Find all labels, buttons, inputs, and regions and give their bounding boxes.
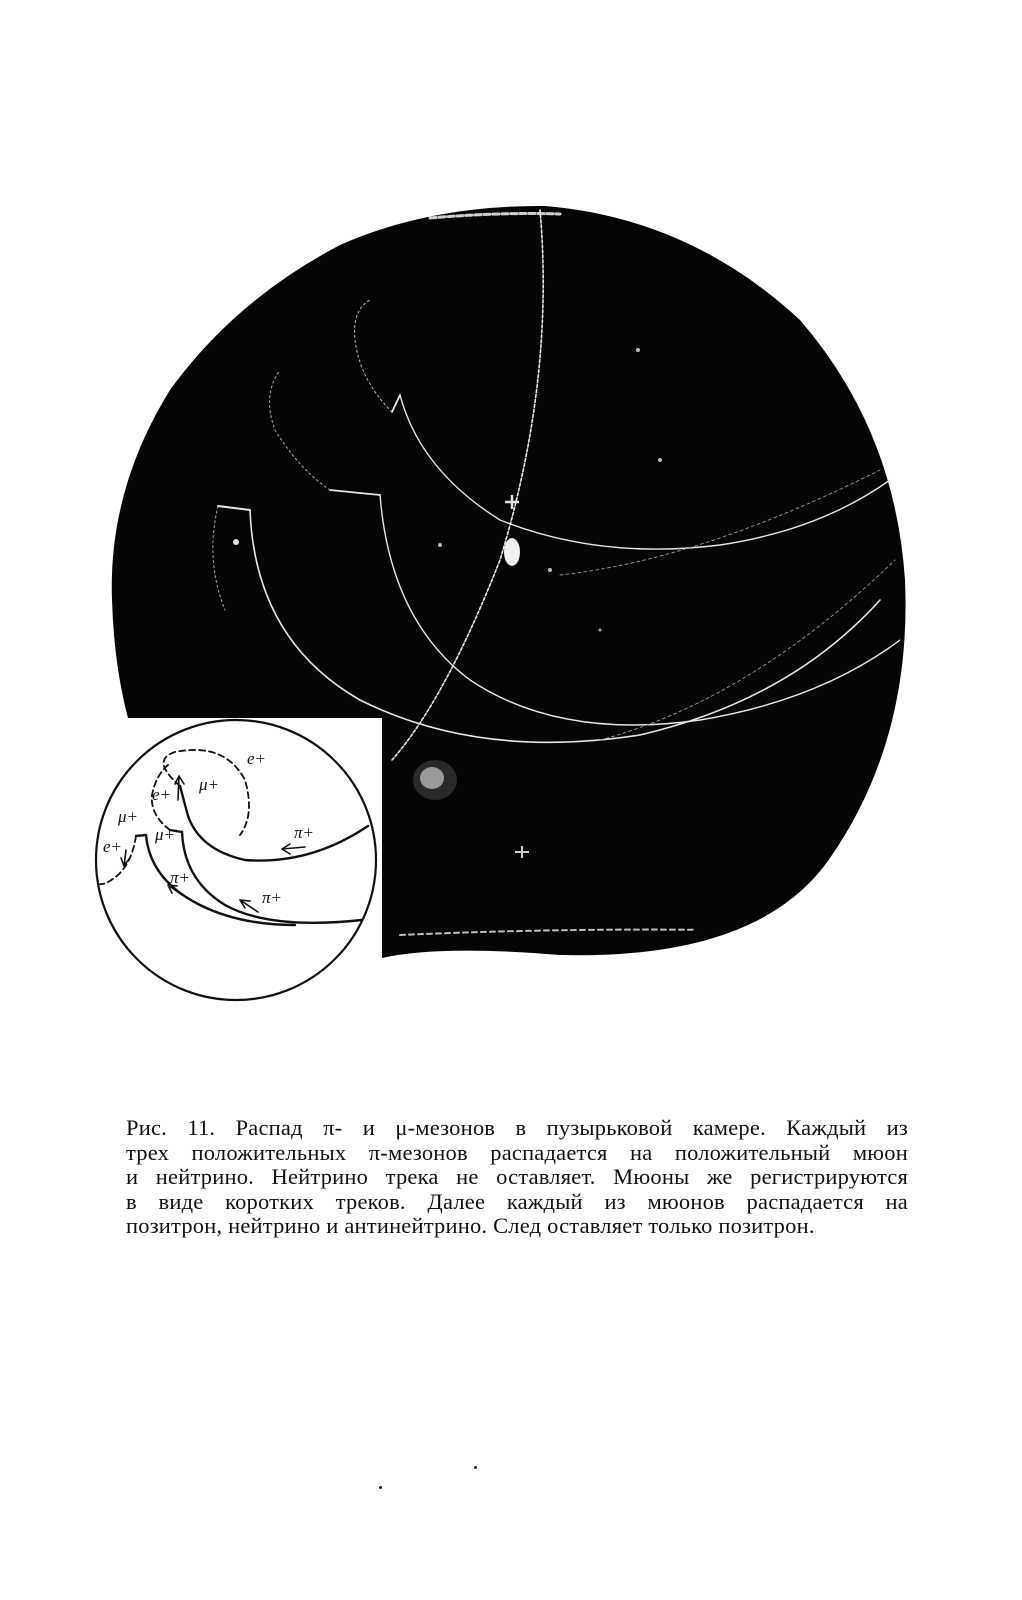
caption-line-5: позитрон, нейтрино и антинейтрино. След оставляет только позитрон. [126,1213,815,1239]
diagram-muon-track-3 [136,835,146,836]
dot-6 [599,629,602,632]
page-speck-2 [379,1486,382,1489]
dot-2 [636,348,640,352]
diagram-pion-track-3 [146,835,295,925]
page-speck-1 [474,1466,477,1469]
diagram-arrow-5 [121,850,129,866]
bubble-chamber-photo [112,206,906,958]
caption-line-3: и нейтрино. Нейтрино трека не оставляет. Мюоны же регистрируются [126,1164,908,1190]
diagram-arrow-1 [282,844,305,854]
dot-1 [233,539,239,545]
explanatory-diagram [96,720,376,1000]
dot-5 [438,543,442,547]
caption-line-1: Рис. 11. Распад π- и μ-мезонов в пузырьковой камере. Каждый из [126,1115,908,1140]
label-pi-plus-left: π+ [170,868,190,887]
figure-caption [126,1116,908,1239]
diagram-arrow-2 [240,900,258,912]
caption-line-4: в виде коротких треков. Далее каждый из мюонов распадается на [126,1188,908,1214]
dot-4 [548,568,552,572]
label-pi-plus-lower: π+ [262,888,282,907]
label-e-plus-top: e+ [247,749,267,768]
bright-spot [504,538,520,566]
dot-3 [658,458,662,462]
diagram-labels [103,749,314,907]
diagram-muon-track-1 [180,786,188,816]
label-e-plus-middle: e+ [152,785,172,804]
diagram-pion-track-1 [188,816,368,861]
label-e-plus-left: e+ [103,837,123,856]
caption-line-2: трех положительных π-мезонов распадается на положительный мюон [126,1139,908,1165]
photo-disc [112,206,906,958]
diagram-circle [96,720,376,1000]
label-mu-plus-top: μ+ [199,775,220,794]
label-mu-plus-left: μ+ [118,807,139,826]
bubble-blob-core [420,767,444,789]
label-mu-plus-middle: μ+ [155,825,176,844]
label-pi-plus-right: π+ [294,823,314,842]
